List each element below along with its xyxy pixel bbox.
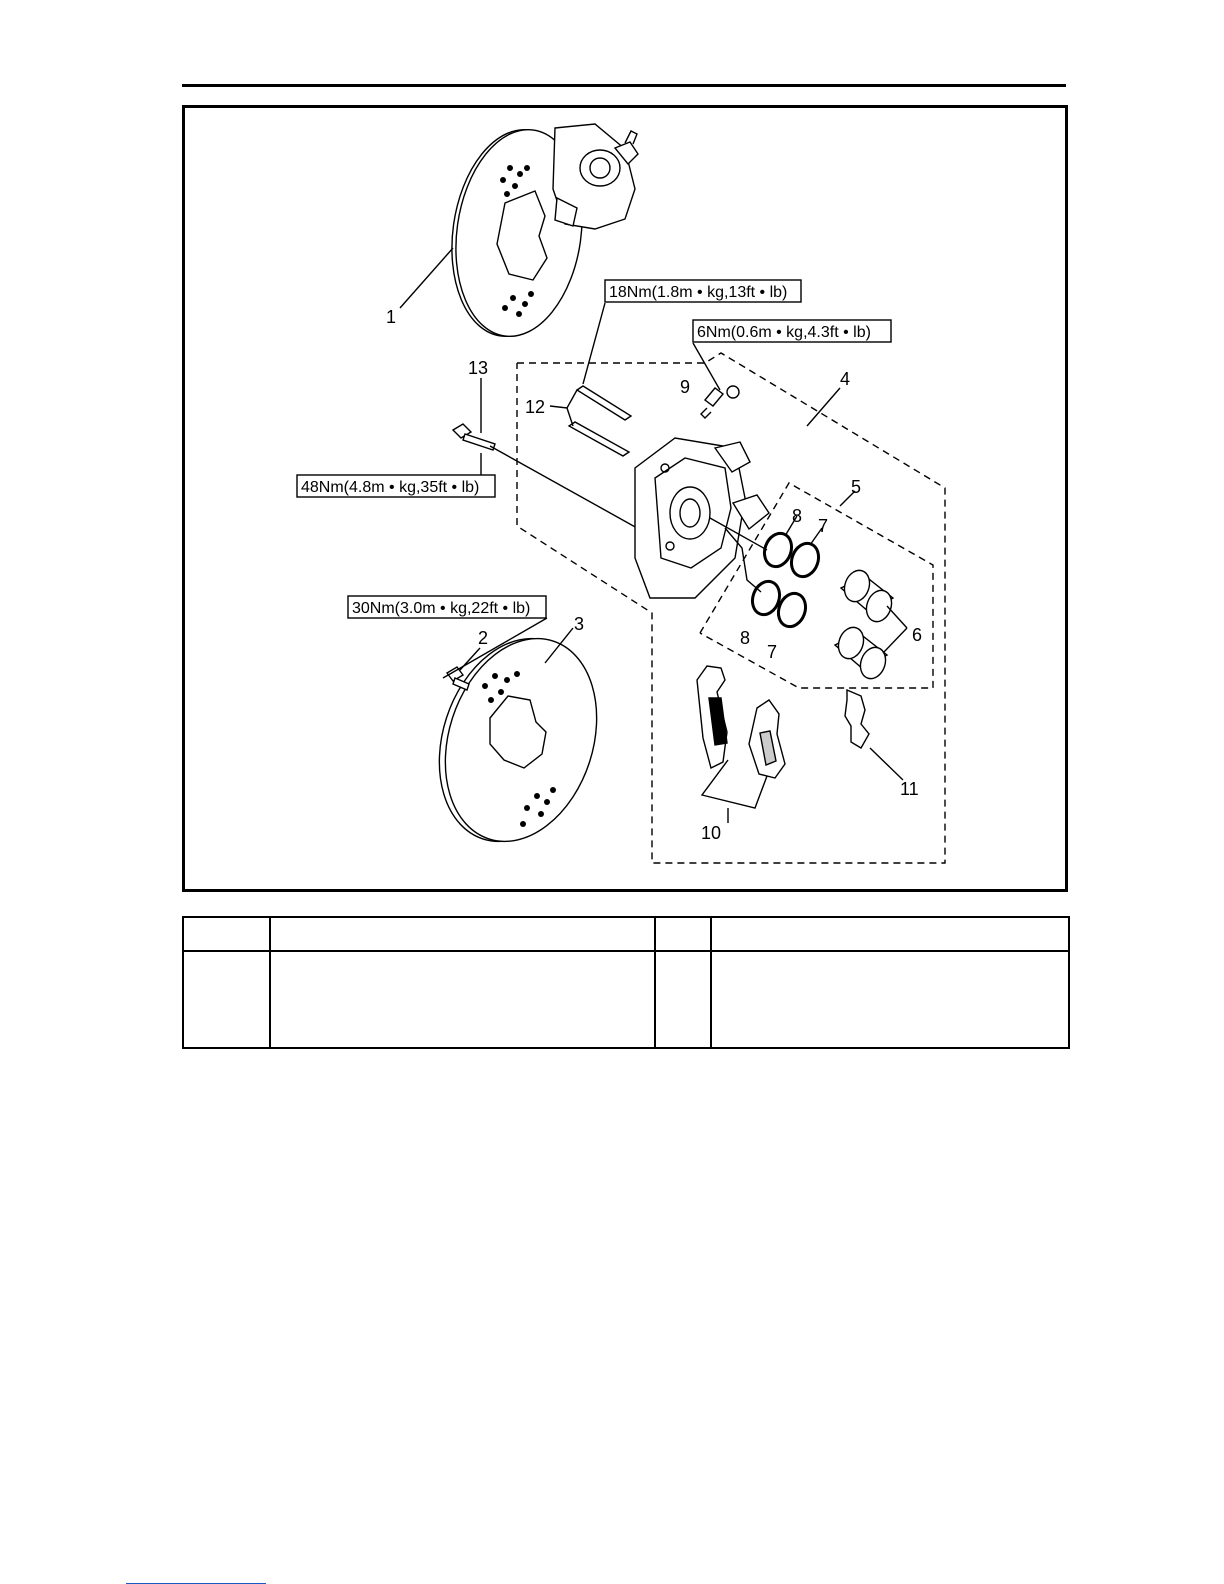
- table-header-cell: [711, 917, 1069, 951]
- table-cell: [270, 951, 655, 1048]
- leader-12b: [567, 408, 573, 426]
- header-rule: [182, 84, 1066, 87]
- table-cell: [655, 951, 711, 1048]
- part-label: 1: [386, 307, 397, 327]
- leader-11: [870, 748, 903, 780]
- part-label: 12: [525, 397, 546, 417]
- table-header-row: [183, 917, 1069, 951]
- table-cell: [711, 951, 1069, 1048]
- leader-18nm: [583, 303, 605, 384]
- part-label: 3: [574, 614, 585, 634]
- brake-caliper-exploded-diagram: [185, 108, 1065, 889]
- leader-6a: [887, 606, 907, 628]
- exploded-diagram-frame: [182, 105, 1068, 892]
- leader-1: [400, 248, 453, 308]
- part-label: 4: [840, 369, 851, 389]
- leader-12a: [550, 390, 577, 408]
- caliper-mount-bolt: [453, 424, 495, 450]
- bleeder-screw: [701, 386, 739, 418]
- table-header-cell: [183, 917, 270, 951]
- part-label: 5: [851, 477, 862, 497]
- part-label: 6: [912, 625, 923, 645]
- torque-spec-30nm: 30Nm(3.0m • kg,22ft • lb): [352, 600, 531, 617]
- part-label: 10: [701, 823, 722, 843]
- table-row: [183, 951, 1069, 1048]
- part-label: 8: [792, 506, 803, 526]
- caliper-body: [635, 438, 769, 598]
- pad-spring: [845, 690, 869, 748]
- torque-spec-18nm: 18Nm(1.8m • kg,13ft • lb): [609, 284, 788, 301]
- part-label: 13: [468, 358, 489, 378]
- leader-6b: [883, 628, 907, 653]
- parts-table: [182, 916, 1070, 1049]
- table-cell: [183, 951, 270, 1048]
- caliper-pins: [569, 386, 631, 456]
- brake-pads: [697, 666, 785, 778]
- leader-6nm: [693, 343, 720, 390]
- brake-disc-bottom: [414, 619, 621, 861]
- part-label: 7: [818, 516, 829, 536]
- part-label: 7: [767, 642, 778, 662]
- part-label: 9: [680, 377, 691, 397]
- torque-spec-6nm: 6Nm(0.6m • kg,4.3ft • lb): [697, 324, 871, 341]
- table-header-cell: [270, 917, 655, 951]
- brake-disc-assembly-top: [439, 121, 638, 344]
- part-label: 11: [900, 779, 919, 799]
- part-label: 2: [478, 628, 489, 648]
- part-label: 8: [740, 628, 751, 648]
- piston-seals: [748, 530, 823, 631]
- torque-spec-48nm: 48Nm(4.8m • kg,35ft • lb): [301, 479, 480, 496]
- leader-13-to-caliper: [490, 446, 655, 538]
- table-header-cell: [655, 917, 711, 951]
- pistons: [834, 567, 895, 682]
